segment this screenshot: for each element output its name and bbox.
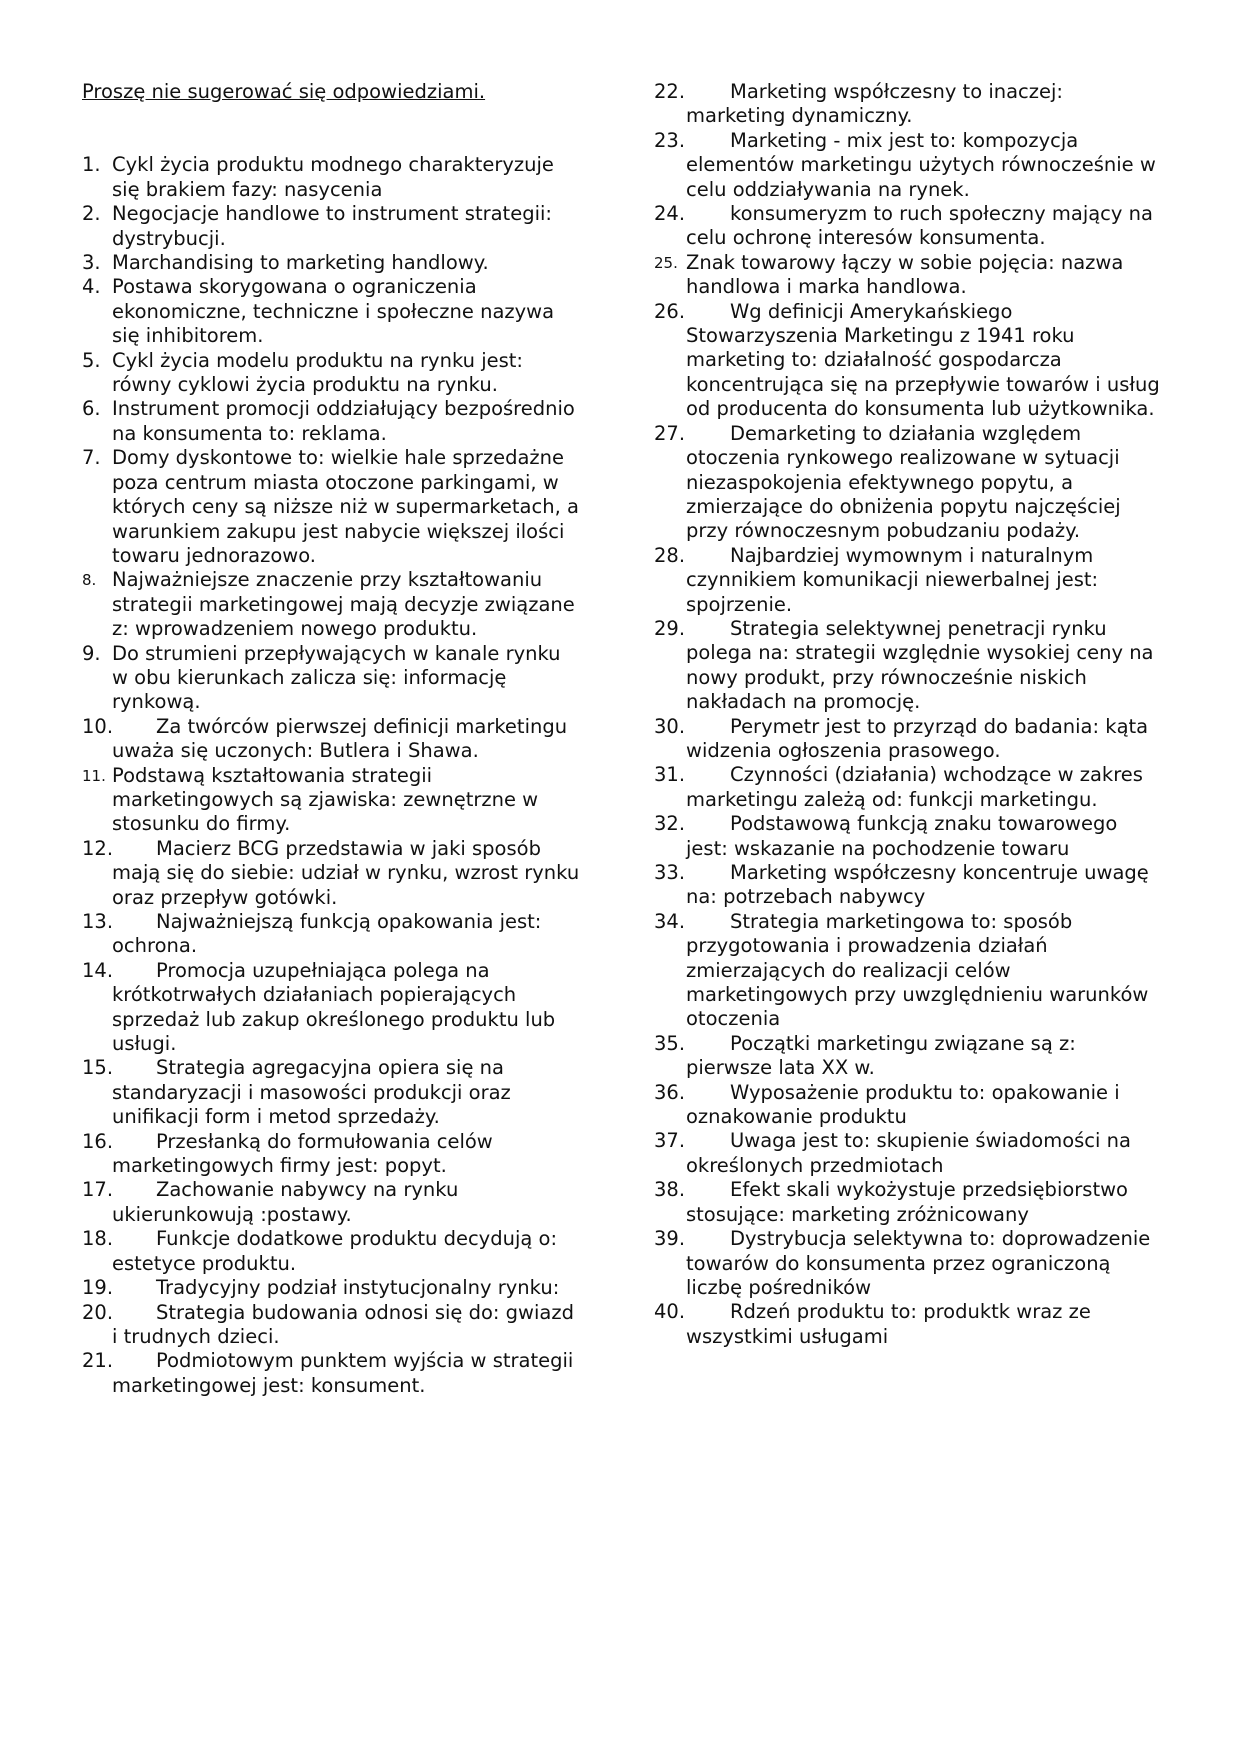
- item-number: 19.: [82, 1276, 114, 1300]
- item-number: 12.: [82, 836, 114, 860]
- item-number: 28.: [654, 543, 686, 567]
- item-number: 11.: [82, 766, 106, 785]
- item-number: 37.: [654, 1129, 686, 1153]
- item-text: Marchandising to marketing handlowy.: [112, 251, 489, 275]
- list-item: [82, 837, 582, 910]
- list-item: [654, 861, 1164, 910]
- item-text: Cykl życia modelu produktu na rynku jest: równy cyklowi życia produktu na rynku.: [112, 348, 523, 397]
- item-number: 6.: [82, 397, 101, 421]
- list-item: [654, 544, 1164, 617]
- list-item: [82, 715, 582, 764]
- item-number: 31.: [654, 763, 686, 787]
- list-item: [82, 1178, 582, 1227]
- item-text: Strategia agregacyjna opiera się na standaryzacji i masowości produkcji oraz unifikacji form i metod sprzedaży.: [112, 1056, 511, 1129]
- item-text: Demarketing to działania względem otoczenia rynkowego realizowane w sytuacji niezaspokojenia efektywnego popytu, a zmierzające do obniżenia popytu najczęściej przy równoczesnym pobudzaniu podaży.: [686, 421, 1121, 543]
- item-text: Przesłanką do formułowania celów marketingowych firmy jest: popyt.: [112, 1129, 493, 1178]
- item-text: konsumeryzm to ruch społeczny mający na celu ochronę interesów konsumenta.: [686, 202, 1153, 250]
- list-item: [654, 715, 1164, 764]
- item-text: Dystrybucja selektywna to: doprowadzenie towarów do konsumenta przez ograniczoną liczbę pośredników: [686, 1227, 1151, 1299]
- list-item: [654, 1129, 1164, 1178]
- item-number: 34.: [654, 909, 686, 933]
- list-item: [82, 910, 582, 959]
- item-number: 18.: [82, 1227, 114, 1251]
- list-item: [654, 1178, 1164, 1227]
- item-text: Wyposażenie produktu to: opakowanie i oznakowanie produktu: [686, 1080, 1120, 1129]
- item-text: Cykl życia produktu modnego charakteryzuje się brakiem fazy: nasycenia: [112, 153, 554, 201]
- item-text: Strategia marketingowa to: sposób przygotowania i prowadzenia działań zmierzających do realizacji celów marketingowych przy uwzględnieniu warunków otoczenia: [686, 909, 1149, 1031]
- item-text: Strategia budowania odnosi się do: gwiazd i trudnych dzieci.: [112, 1300, 574, 1348]
- item-text: Instrument promocji oddziałujący bezpośrednio na konsumenta to: reklama.: [112, 397, 575, 445]
- item-text: Marketing współczesny to inaczej: marketing dynamiczny.: [686, 80, 1063, 128]
- item-number: 17.: [82, 1178, 114, 1202]
- item-number: 39.: [654, 1227, 686, 1251]
- item-number: 5.: [82, 348, 101, 372]
- item-number: 15.: [82, 1056, 114, 1080]
- item-number: 36.: [654, 1080, 686, 1104]
- item-text: Rdzeń produktu to: produktk wraz ze wszystkimi usługami: [686, 1300, 1091, 1348]
- item-text: Tradycyjny podział instytucjonalny rynku:: [156, 1276, 560, 1300]
- list-item: [654, 300, 1164, 422]
- item-number: 9.: [82, 641, 101, 665]
- item-text: Podstawową funkcją znaku towarowego jest: wskazanie na pochodzenie towaru: [686, 812, 1118, 860]
- item-number: 8.: [82, 571, 97, 590]
- list-item: [654, 763, 1164, 812]
- item-number: 14.: [82, 958, 114, 982]
- item-number: 30.: [654, 714, 686, 738]
- list-item: [82, 153, 582, 202]
- item-number: 22.: [654, 80, 686, 103]
- list-item: [82, 568, 582, 641]
- item-text: Najważniejszą funkcją opakowania jest: ochrona.: [112, 910, 542, 958]
- item-text: Podmiotowym punktem wyjścia w strategii marketingowej jest: konsument.: [112, 1349, 574, 1397]
- list-item: [82, 1276, 582, 1300]
- list-item: [82, 202, 582, 251]
- item-text: Najważniejsze znaczenie przy kształtowaniu strategii marketingowej mają decyzje związane z: wprowadzeniem nowego produktu.: [112, 568, 575, 641]
- list-item: [654, 910, 1164, 1032]
- item-text: Negocjacje handlowe to instrument strategii: dystrybucji.: [112, 202, 552, 250]
- item-number: 27.: [654, 421, 686, 445]
- item-text: Postawa skorygowana o ograniczenia ekonomiczne, techniczne i społeczne nazywa się inhibitorem.: [112, 275, 555, 348]
- item-number: 35.: [654, 1031, 686, 1055]
- list-item: [82, 349, 582, 398]
- item-text: Domy dyskontowe to: wielkie hale sprzedażne poza centrum miasta otoczone parkingami, w których ceny są niższe niż w supermarketach, a warunkiem zakupu jest nabycie większej ilości towaru jednorazowo.: [112, 446, 579, 567]
- item-number: 21.: [82, 1349, 114, 1373]
- item-number: 32.: [654, 812, 686, 836]
- item-number: 4.: [82, 275, 101, 299]
- right-column: [654, 80, 1164, 1349]
- item-text: Za twórców pierwszej definicji marketingu uważa się uczonych: Butlera i Shawa.: [112, 714, 568, 763]
- list-item: [82, 764, 582, 837]
- list-item: [654, 422, 1164, 544]
- item-text: Początki marketingu związane są z: pierwsze lata XX w.: [686, 1031, 1076, 1080]
- list-item: [654, 202, 1164, 251]
- item-text: Efekt skali wykożystuje przedsiębiorstwo stosujące: marketing zróżnicowany: [686, 1178, 1128, 1226]
- item-text: Znak towarowy łączy w sobie pojęcia: nazwa handlowa i marka handlowa.: [686, 250, 1124, 299]
- list-item: [654, 129, 1164, 202]
- item-text: Strategia selektywnej penetracji rynku polega na: strategii względnie wysokiej ceny na nowy produkt, przy równocześnie niskich nakładach na promocję.: [686, 616, 1154, 714]
- item-number: 40.: [654, 1300, 686, 1324]
- item-text: Macierz BCG przedstawia w jaki sposób mają się do siebie: udział w rynku, wzrost rynku oraz przepływ gotówki.: [112, 836, 580, 909]
- item-text: Czynności (działania) wchodzące w zakres marketingu zależą od: funkcji marketingu.: [686, 763, 1143, 811]
- item-number: 1.: [82, 153, 101, 177]
- item-text: Marketing - mix jest to: kompozycja elementów marketingu użytych równocześnie w celu oddziaływania na rynek.: [686, 128, 1156, 201]
- list-item: [654, 251, 1164, 300]
- item-number: 33.: [654, 861, 686, 884]
- item-number: 38.: [654, 1178, 686, 1202]
- list-item: [82, 1227, 582, 1276]
- item-number: 26.: [654, 299, 686, 323]
- item-text: Promocja uzupełniająca polega na krótkotrwałych działaniach popierających sprzedaż lub zakup określonego produktu lub usługi.: [112, 958, 556, 1056]
- list-item: [82, 1056, 582, 1129]
- list-item: [82, 959, 582, 1057]
- item-number: 29.: [654, 616, 686, 640]
- list-item: [654, 812, 1164, 861]
- list-item: [654, 1300, 1164, 1349]
- left-column: [82, 80, 582, 1398]
- question-list-right: [654, 80, 1164, 1349]
- item-text: Funkcje dodatkowe produktu decydują o: estetyce produktu.: [112, 1227, 558, 1275]
- item-number: 7.: [82, 446, 101, 470]
- item-text: Do strumieni przepływających w kanale rynku w obu kierunkach zalicza się: informację rynkową.: [112, 641, 561, 714]
- item-number: 13.: [82, 910, 114, 933]
- list-item: [82, 251, 582, 275]
- list-item: [82, 446, 582, 568]
- document-heading: Proszę nie sugerować się odpowiedziami.: [82, 80, 486, 103]
- item-text: Marketing współczesny koncentruje uwagę na: potrzebach nabywcy: [686, 861, 1149, 909]
- list-item: [654, 1081, 1164, 1130]
- item-text: Wg definicji Amerykańskiego Stowarzyszenia Marketingu z 1941 roku marketing to: działalność gospodarcza koncentrująca się na przepływie towarów i usług od producenta do konsumenta lub użytkownika.: [686, 299, 1160, 421]
- list-item: [654, 1032, 1164, 1081]
- question-list-left: [82, 153, 582, 1398]
- item-number: 2.: [82, 202, 101, 226]
- item-text: Perymetr jest to przyrząd do badania: kąta widzenia ogłoszenia prasowego.: [686, 714, 1149, 762]
- list-item: [82, 1349, 582, 1398]
- item-text: Podstawą kształtowania strategii marketingowych są zjawiska: zewnętrzne w stosunku do firmy.: [112, 763, 539, 836]
- item-text: Uwaga jest to: skupienie świadomości na określonych przedmiotach: [686, 1129, 1131, 1177]
- item-number: 25.: [654, 253, 678, 272]
- list-item: [654, 617, 1164, 715]
- item-number: 10.: [82, 714, 114, 738]
- list-item: [82, 642, 582, 715]
- list-item: [82, 397, 582, 446]
- list-item: [82, 275, 582, 348]
- item-text: Najbardziej wymownym i naturalnym czynnikiem komunikacji niewerbalnej jest: spojrzenie.: [686, 543, 1099, 616]
- item-number: 23.: [654, 128, 686, 152]
- item-text: Zachowanie nabywcy na rynku ukierunkowują :postawy.: [112, 1178, 459, 1226]
- list-item: [654, 80, 1164, 129]
- item-number: 3.: [82, 251, 101, 275]
- list-item: [654, 1227, 1164, 1300]
- item-number: 24.: [654, 202, 686, 226]
- item-number: 16.: [82, 1129, 114, 1153]
- item-number: 20.: [82, 1300, 114, 1324]
- list-item: [82, 1130, 582, 1179]
- list-item: [82, 1301, 582, 1350]
